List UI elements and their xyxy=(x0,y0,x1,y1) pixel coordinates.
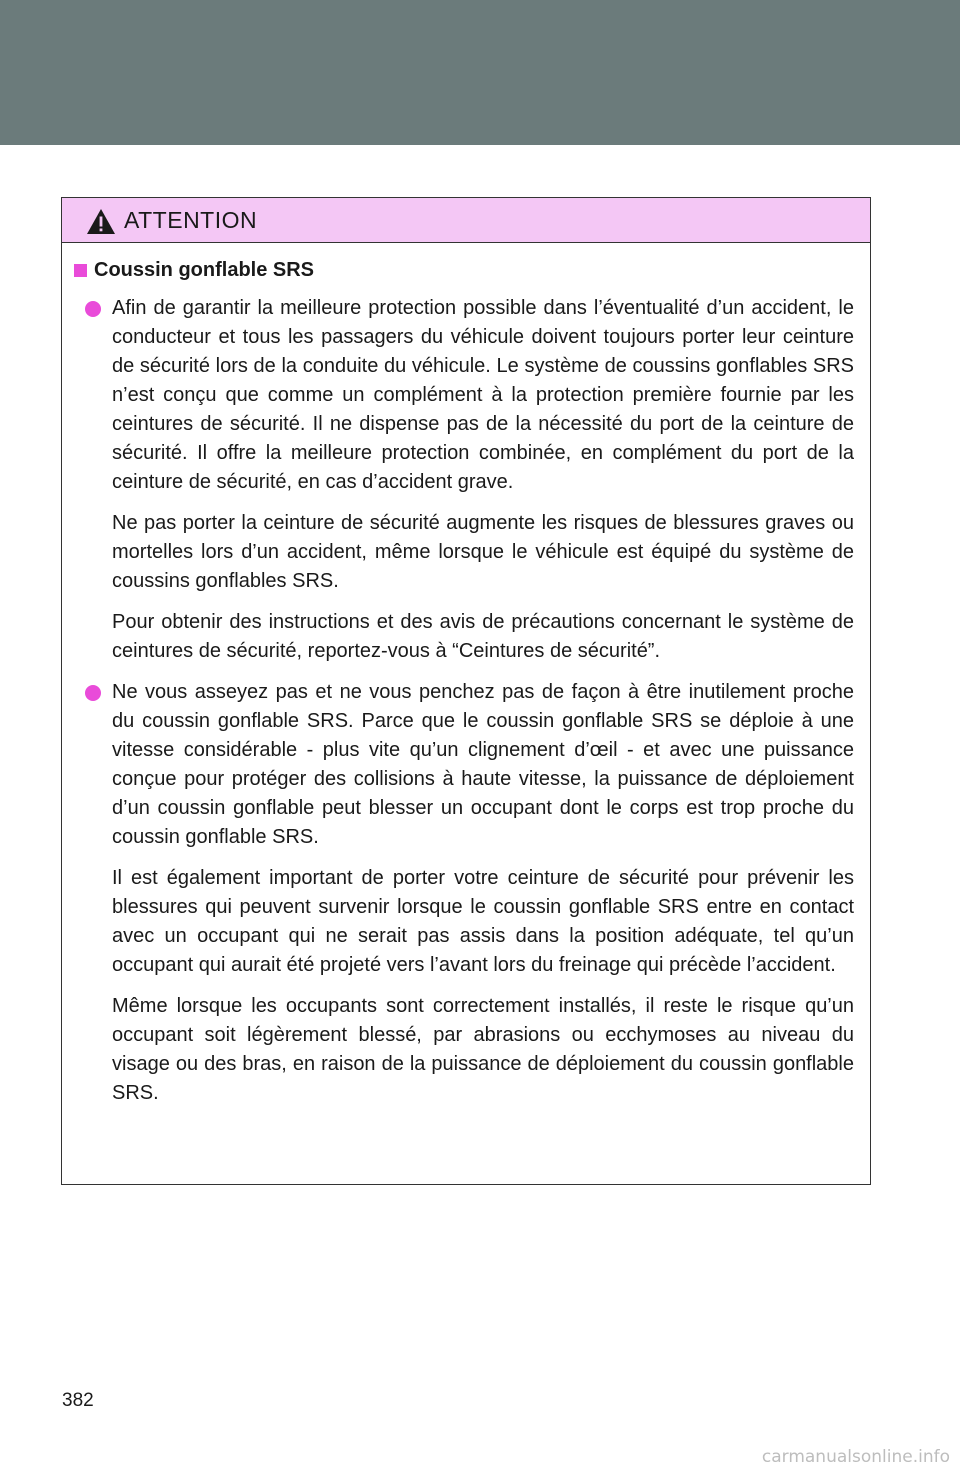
paragraph: Afin de garantir la meilleure protection possible dans l’éventualité d’un accident, le conducteur et tous les passagers du véhicule doivent toujours porter leur ceinture de sécurité lors de la conduite du véhicule. Le système de coussins gonflables SRS n’est conçu que comme un complément à la protection première fournie par les ceintures de sécurité. Il ne dispense pas de la nécessité du port de la ceinture de sécurité. Il offre la meilleure protection combinée, en complément du port de la ceinture de sécurité, en cas d’accident grave. xyxy=(112,297,854,493)
square-bullet-icon xyxy=(74,264,87,277)
paragraph: Même lorsque les occupants sont correctement installés, il reste le risque qu’un occupant soit légèrement blessé, par abrasions ou ecchymoses au niveau du visage ou des bras, en raison de la puissance de déploiement du coussin gonflable SRS. xyxy=(112,995,854,1104)
bullet-item xyxy=(74,294,854,666)
paragraph: Ne pas porter la ceinture de sécurité augmente les risques de blessures graves ou mortelles lors d’un accident, même lorsque le véhicule est équipé du système de coussins gonflables SRS. xyxy=(112,512,854,592)
caution-header xyxy=(62,198,870,243)
caution-box xyxy=(61,197,871,1185)
page-number: 382 xyxy=(62,1390,94,1411)
header-band xyxy=(0,0,960,145)
bullet-item xyxy=(74,678,854,1108)
section-heading xyxy=(74,259,854,282)
warning-triangle-icon xyxy=(86,208,116,235)
section-heading-text: Coussin gonflable SRS xyxy=(94,259,315,281)
paragraph: Ne vous asseyez pas et ne vous penchez pas de façon à être inutilement proche du coussin gonflable SRS. Parce que le coussin gonflable SRS se déploie à une vitesse considérable - plus vite qu’un clignement d’œil - et avec une puissance conçue pour protéger des collisions à haute vitesse, la puissance de déploiement d’un coussin gonflable peut blesser un occupant dont le corps est trop proche du coussin gonflable SRS. xyxy=(112,681,854,848)
paragraph: Pour obtenir des instructions et des avis de précautions concernant le système de ceintures de sécurité, reportez-vous à “Ceintures de sécurité”. xyxy=(112,611,854,662)
watermark: carmanualsonline.info xyxy=(761,1447,950,1467)
circle-bullet-icon xyxy=(85,685,101,701)
circle-bullet-icon xyxy=(85,301,101,317)
paragraph: Il est également important de porter votre ceinture de sécurité pour prévenir les blessures qui peuvent survenir lorsque le coussin gonflable SRS entre en contact avec un occupant qui ne serait pas assis dans la position adéquate, tel qu’un occupant qui aurait été projeté vers l’avant lors du freinage qui précède l’accident. xyxy=(112,867,854,976)
caution-body xyxy=(62,243,870,1108)
caution-title: ATTENTION xyxy=(124,206,258,233)
